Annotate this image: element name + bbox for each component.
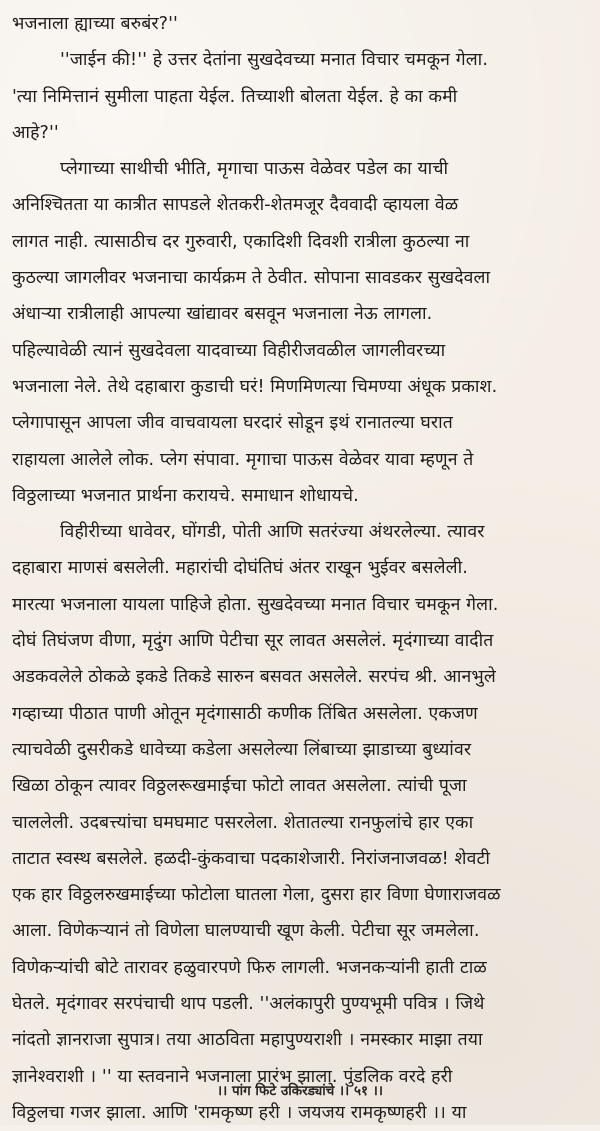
text-line: भजनाला ह्याच्या बरुबंर?'' xyxy=(12,14,178,34)
text-line: विठ्ठलाच्या भजनात प्रार्थना करायचे. समाधान शोधायचे. xyxy=(12,485,359,506)
page-footer: ।। पांग फिटे उकिरड्यांचे ।। ५१ ।। xyxy=(217,1083,383,1099)
text-line: त्याचवेळी दुसरीकडे धावेच्या कडेला असलेल्या लिंबाच्या झाडाच्या बुध्यांवर xyxy=(12,739,472,760)
text-line: आहे?'' xyxy=(12,122,59,143)
text-line: नांदतो ज्ञानराजा सुपात्र। तया आठविता महापुण्यराशी । नमस्कार माझा तया xyxy=(12,1030,483,1051)
text-line: विहीरीच्या धावेवर, घोंगडी, पोती आणि सतरंज्या अंथरलेल्या. त्यावर xyxy=(60,522,485,543)
text-line: लागत नाही. त्यासाठीच दर गुरुवारी, एकादिशी दिवशी रात्रीला कुठल्या ना xyxy=(12,231,470,252)
text-line: घेतले. मृदंगावर सरपंचाची थाप पडली. ''अलंकापुरी पुण्यभूमी पवित्र । जिथे xyxy=(12,994,485,1015)
text-line: विणेकऱ्यांची बोटे तारावर हळुवारपणे फिरु लागली. भजनकऱ्यांनी हाती टाळ xyxy=(12,957,487,978)
text-line: खिळा ठोकून त्यावर विठ्ठलरूखमाईचा फोटो लावत असलेला. त्यांची पूजा xyxy=(12,776,467,797)
paragraph-2 xyxy=(12,42,592,151)
text-line: भजनाला नेले. तेथे दहाबारा कुडाची घरं! मिणमिणत्या चिमण्या अंधूक प्रकाश. xyxy=(12,376,498,397)
text-line: गव्हाच्या पीठात पाणी ओतून मृदंगासाठी कणीक तिंबित असलेला. एकजण xyxy=(12,703,478,724)
paragraph-1 xyxy=(12,6,592,42)
text-line: एक हार विठ्ठलरुखमाईच्या फोटोला घातला गेला, दुसरा हार विणा घेणाराजवळ xyxy=(12,885,501,906)
text-line: दहाबारा माणसं बसलेली. महारांची दोघंतिघं अंतर राखून भुईवर बसलेली. xyxy=(12,558,468,579)
text-line: प्लेगापासून आपला जीव वाचवायला घरदारं सोडून इथं रानातल्या घरात xyxy=(12,413,453,434)
text-line: अंधाऱ्या रात्रीलाही आपल्या खांद्यावर बसवून भजनाला नेऊ लागला. xyxy=(12,304,433,325)
text-line: प्लेगाच्या साथीची भीति, मृगाचा पाऊस वेळेवर पडेल का याची xyxy=(60,159,449,180)
text-line: पहिल्यावेळी त्यानं सुखदेवला यादवाच्या विहीरीजवळील जागलीवरच्या xyxy=(12,340,446,361)
text-line: अडकवलेले ठोकळे इकडे तिकडे सारुन बसवत असलेले. सरपंच श्री. आनभुले xyxy=(12,667,496,688)
text-line: दोघं तिघंजण वीणा, मृदुंग आणि पेटीचा सूर लावत असलेलं. मृदंगाच्या वादीत xyxy=(12,631,494,652)
paragraph-3 xyxy=(12,151,592,514)
text-line: कुठल्या जागलीवर भजनाचा कार्यक्रम ते ठेवीत. सोपाना सावडकर सुखदेवला xyxy=(12,268,491,289)
text-line: चाललेली. उदबत्त्यांचा घमघमाट पसरलेला. शेतातल्या रानफुलांचे हार एका xyxy=(12,812,474,833)
paragraph-4 xyxy=(12,514,592,1131)
text-line: आला. विणेकऱ्यानं तो विणेला घालण्याची खूण केली. पेटीचा सूर जमलेला. xyxy=(12,921,480,942)
text-line: राहायला आलेले लोक. प्लेग संपावा. मृगाचा पाऊस वेळेवर यावा म्हणून ते xyxy=(12,449,474,470)
text-line: अनिश्चितता या कात्रीत सापडले शेतकरी-शेतमजूर दैववादी व्हायला वेळ xyxy=(12,195,459,216)
text-line: ज्ञानेश्वराशी । '' या स्तवनाने भजनाला प्रारंभ झाला. पुंडलिक वरदे हरी xyxy=(12,1066,453,1087)
text-line: विठ्ठलचा गजर झाला. आणि 'रामकृष्ण हरी । जयजय रामकृष्णहरी ।। या xyxy=(12,1102,467,1123)
text-line: मारत्या भजनाला यायला पाहिजे होता. सुखदेवच्या मनात विचार चमकून गेला. xyxy=(12,594,499,615)
body-text xyxy=(12,6,592,1131)
text-line: ताटात स्वस्थ बसलेले. हळदी-कुंकवाचा पदकाशेजारी. निरांजनाजवळ! शेवटी xyxy=(12,848,491,869)
text-line: ''जाईन की!'' हे उत्तर देतांना सुखदेवच्या मनात विचार चमकून गेला. xyxy=(60,50,489,71)
text-line: 'त्या निमित्तानं सुमीला पाहता येईल. तिच्याशी बोलता येईल. हे का कमी xyxy=(12,86,458,107)
